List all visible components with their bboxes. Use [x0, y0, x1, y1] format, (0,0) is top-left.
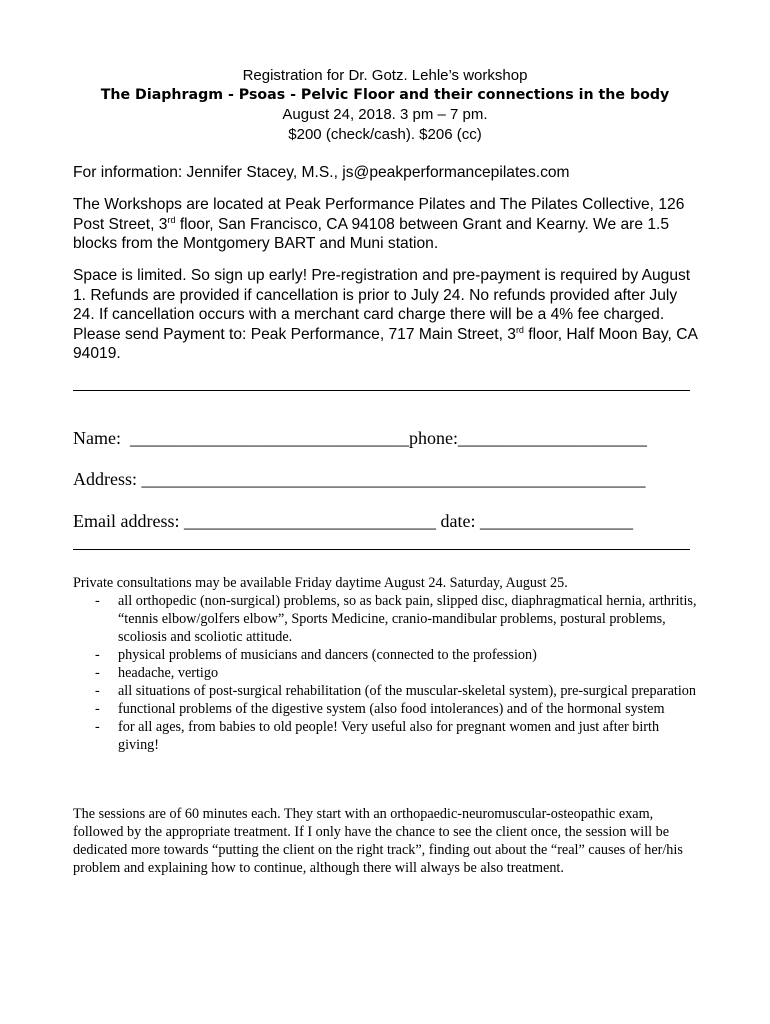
divider-top — [73, 390, 690, 391]
email-date-field[interactable]: Email address: ____________________________ date: _________________ — [73, 511, 633, 531]
list-item: - headache, vertigo — [73, 664, 698, 682]
location-text-1: The Workshops are located at Peak Performance Pilates and The Pilates Collective, 126 Post Street, 3 — [73, 196, 685, 233]
address-field[interactable]: Address: ________________________________________________________ — [73, 469, 646, 489]
consultations-intro: Private consultations may be available Friday daytime August 24. Saturday, August 25. — [73, 575, 568, 591]
divider-bottom — [73, 549, 690, 550]
list-item: - physical problems of musicians and dancers (connected to the profession) — [73, 646, 698, 664]
location-text-2: floor, San Francisco, CA 94108 between Grant and Kearny. We are 1.5 blocks from the Montgomery BART and Muni station. — [73, 215, 670, 253]
document-header — [60, 66, 710, 144]
consultations-list — [73, 592, 698, 754]
header-line-registration: Registration for Dr. Gotz. Lehle’s workshop — [242, 67, 528, 84]
list-item: - functional problems of the digestive system (also food intolerances) and of the hormonal system — [73, 700, 698, 718]
payment-text-1: Please send Payment to: Peak Performance, 717 Main Street, 3 — [73, 325, 516, 343]
payment-floor-suffix: rd — [515, 324, 524, 335]
space-text: Space is limited. So sign up early! Pre-registration and pre-payment is required by August 1. Refunds are provided if cancellation is prior to July 24. No refunds provided after July 24. If cancellation occurs with a merchant card charge there will be a 4% fee charged. — [73, 267, 691, 324]
payment-text-2: floor, Half Moon Bay, CA 94019. — [73, 325, 698, 363]
list-item: - all situations of post-surgical rehabilitation (of the muscular-skeletal system), pre-surgical preparation — [73, 682, 698, 700]
info-line: For information: Jennifer Stacey, M.S., js@peakperformancepilates.com — [73, 164, 570, 181]
name-phone-field[interactable]: Name: _______________________________phone:_____________________ — [73, 428, 647, 448]
list-item: - for all ages, from babies to old people! Very useful also for pregnant women and just after birth giving! — [73, 718, 698, 754]
workshop-title: The Diaphragm - Psoas - Pelvic Floor and their connections in the body — [100, 86, 670, 103]
consultations-section — [73, 574, 698, 754]
workshop-price: $200 (check/cash). $206 (cc) — [288, 125, 482, 143]
payment-text — [73, 325, 703, 364]
location-floor-suffix: rd — [167, 214, 176, 225]
location-paragraph — [73, 195, 703, 254]
workshop-date: August 24, 2018. 3 pm – 7 pm. — [282, 106, 488, 123]
sessions-paragraph: The sessions are of 60 minutes each. They start with an orthopaedic-neuromuscular-osteopathic exam, followed by the appropriate treatment. If I only have the chance to see the client once, the session will be dedicated more towards “putting the client on the right track”, finding out about the “real” causes of her/his problem and explaining how to continue, although there will always be also treatment. — [73, 806, 683, 876]
space-paragraph — [73, 266, 703, 364]
list-item: - all orthopedic (non-surgical) problems, so as back pain, slipped disc, diaphragmatical hernia, arthritis, “tennis elbow/golfers elbow”, Sports Medicine, cranio-mandibular problems, postural problems, scoliosis and scoliotic attitude. — [73, 592, 698, 646]
